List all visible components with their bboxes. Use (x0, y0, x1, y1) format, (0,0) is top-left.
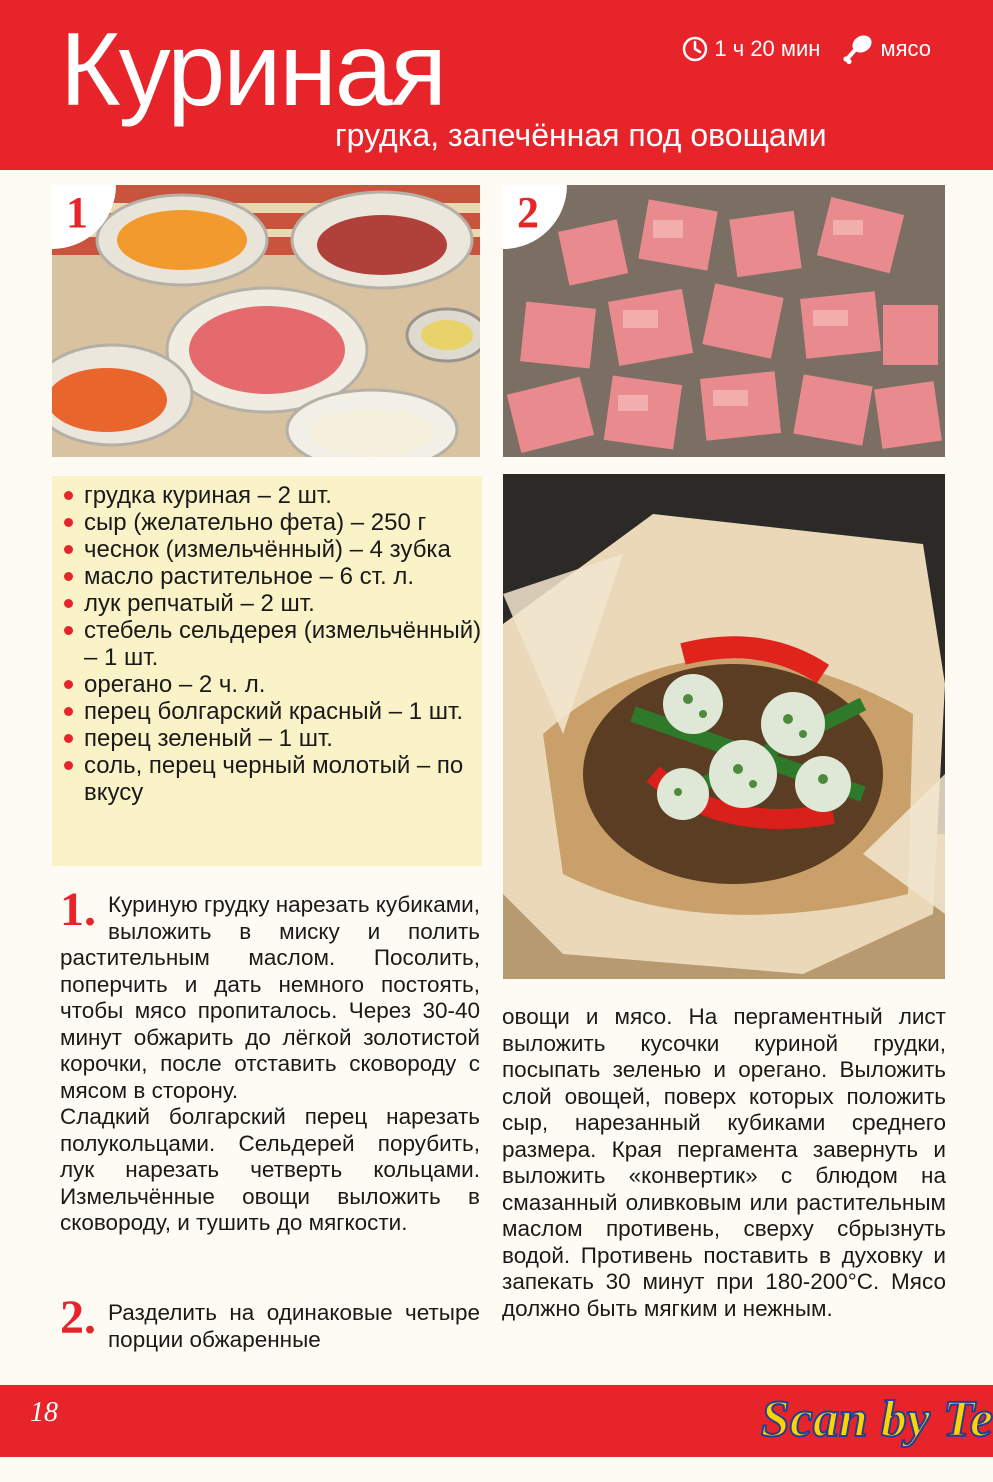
ingredient-item: стебель сельдерея (измельчённый) – 1 шт. (62, 617, 482, 671)
step-2-paragraph-continued: овощи и мясо. На пергаментный лист выложить кусочки куриной грудки, посыпать зеленью и орегано. Выложить слой овощей, поверх которых положить сыр, нарезанный кубиками среднего размера. Края пергамента завернуть и выложить «конвертик» с блюдом на смазанный оливковым или растительным маслом противень, сверху сбрызнуть водой. Противень поставить в духовку и запекать 30 минут при 180-200°C. Мясо должно быть мягким и нежным. (502, 1004, 946, 1321)
step-number: 2. (60, 1291, 96, 1344)
clock-icon (682, 36, 708, 62)
step-1-paragraph-1: Куриную грудку нарезать кубиками, выложить в миску и полить растительным маслом. Посолить, поперчить и дать немного постоять, чтобы мясо пропиталось. Через 30-40 минут обжарить до лёгкой золотистой корочки, после отставить сковороду с мясом в сторону. (60, 892, 480, 1103)
cook-time (682, 36, 820, 62)
photo-step-2 (503, 185, 945, 457)
recipe-meta (660, 34, 931, 64)
step-2 (60, 1291, 480, 1353)
category-label: мясо (880, 36, 931, 61)
ingredient-item: грудка куриная – 2 шт. (62, 482, 482, 509)
ingredient-item: перец болгарский красный – 1 шт. (62, 698, 482, 725)
cook-time-label: 1 ч 20 мин (714, 36, 821, 61)
ingredient-item: чеснок (измельчённый) – 4 зубка (62, 536, 482, 563)
category (842, 34, 931, 64)
ingredient-item: соль, перец черный молотый – по вкусу (62, 752, 482, 806)
ingredient-item: орегано – 2 ч. л. (62, 671, 482, 698)
step-1-paragraph-2: Сладкий болгарский перец нарезать полукольцами. Сельдерей порубить, лук нарезать четверть кольцами. Измельчённые овощи выложить в сковороду, и тушить до мягкости. (60, 1104, 480, 1235)
ingredient-item: сыр (желательно фета) – 250 г (62, 509, 482, 536)
recipe-subtitle: грудка, запечённая под овощами (335, 117, 827, 153)
drumstick-icon (842, 34, 874, 64)
ingredients-list (52, 476, 482, 866)
ingredient-item: перец зеленый – 1 шт. (62, 725, 482, 752)
scan-credit: Scan by Te (760, 1391, 993, 1448)
photo-step-1 (52, 185, 480, 457)
step-1 (60, 883, 480, 1237)
ingredient-item: лук репчатый – 2 шт. (62, 590, 482, 617)
step-number: 1. (60, 883, 96, 936)
photo-step-badge: 1 (52, 185, 116, 249)
ingredient-item: масло растительное – 6 ст. л. (62, 563, 482, 590)
page-number: 18 (30, 1397, 58, 1428)
recipe-title: Куриная (60, 12, 445, 128)
photo-finished-dish (503, 474, 945, 979)
step-2-paragraph-start: Разделить на одинаковые четыре порции обжаренные (108, 1300, 480, 1352)
photo-step-badge: 2 (503, 185, 567, 249)
